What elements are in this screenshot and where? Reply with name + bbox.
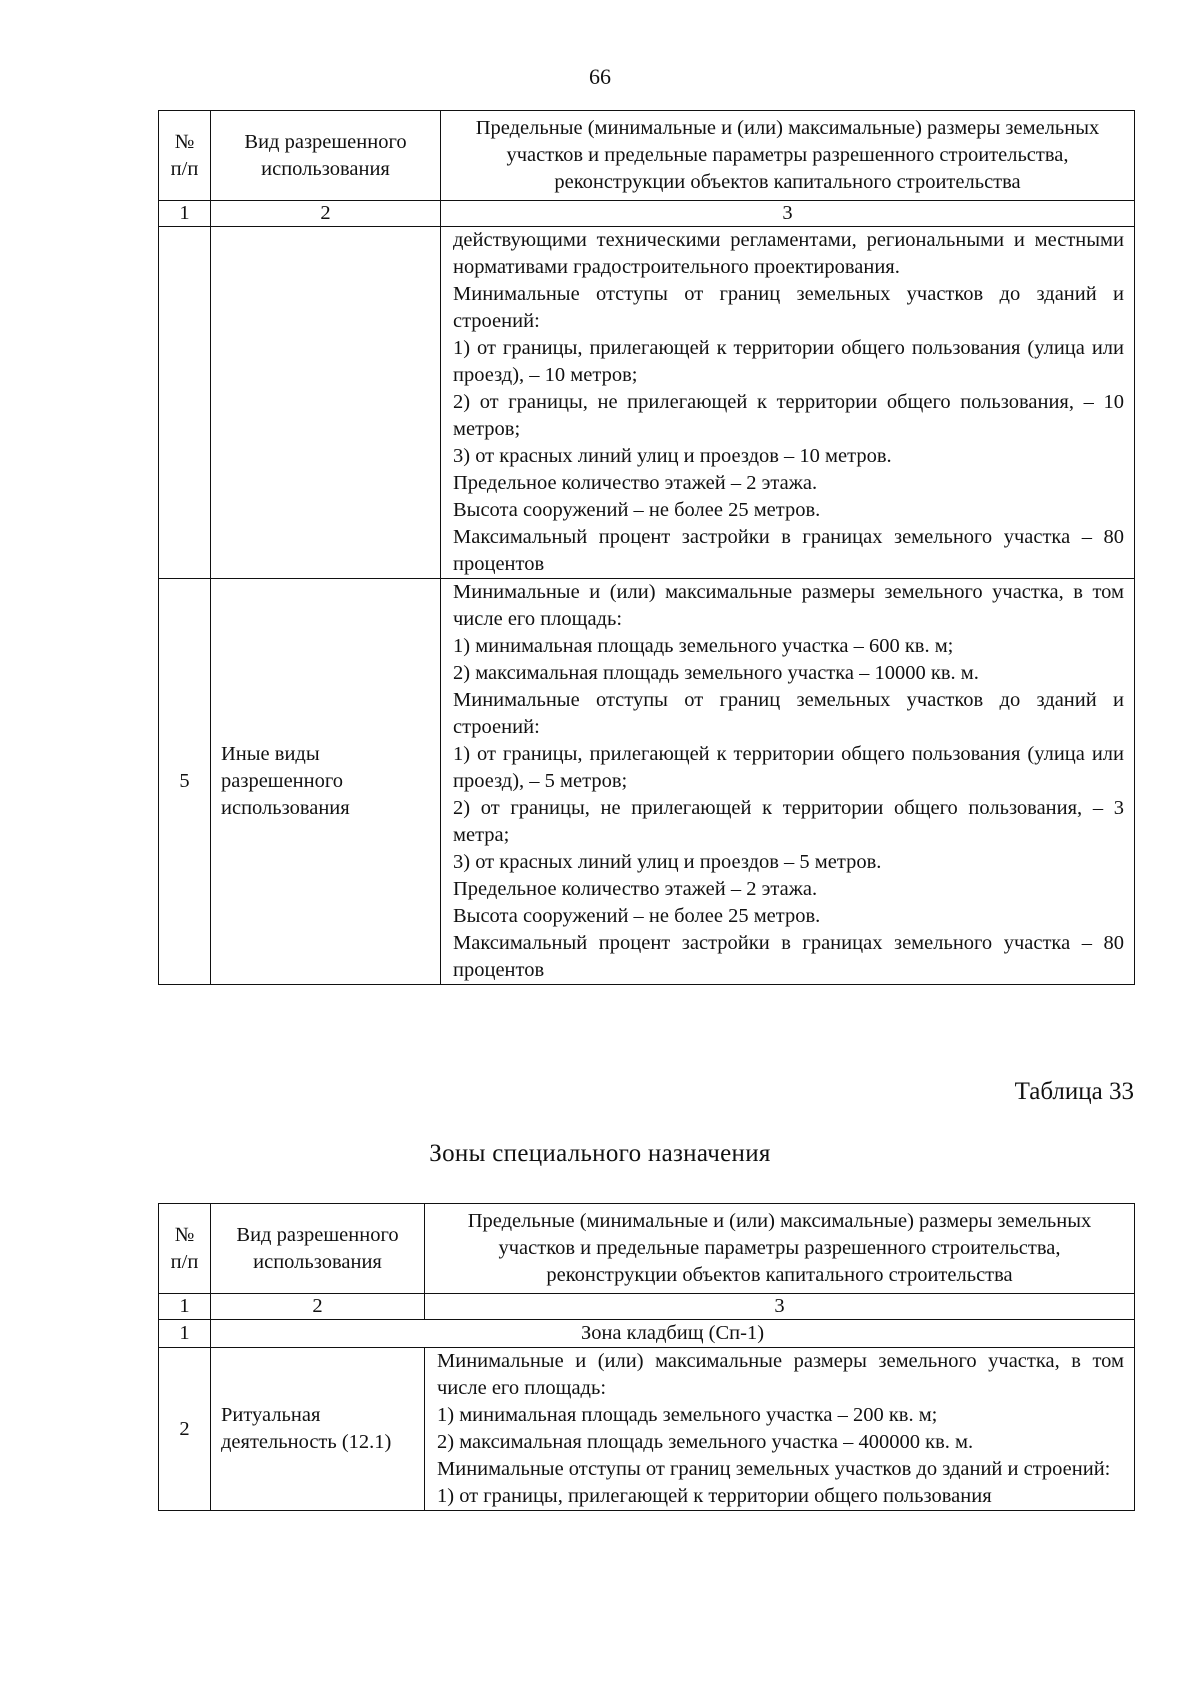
zone-row: [159, 1320, 1135, 1348]
table-row: [159, 1348, 1135, 1511]
header-parameters: Предельные (минимальные и (или) максимальные) размеры земельных участков и предельные параметры разрешенного строительства, реконструкции объектов капитального строительства: [425, 1204, 1135, 1294]
column-number: 2: [211, 1294, 425, 1320]
parameter-line: 2) максимальная площадь земельного участка – 400000 кв. м.: [437, 1431, 974, 1453]
parameter-line: 1) минимальная площадь земельного участка – 600 кв. м;: [453, 635, 954, 657]
parameter-line: Максимальный процент застройки в границах земельного участка – 80 процентов: [453, 932, 1124, 981]
zone-name: Зона кладбищ (Сп-1): [211, 1320, 1135, 1348]
row-parameters: [441, 227, 1135, 579]
row-parameters: [441, 579, 1135, 985]
parameter-line: Максимальный процент застройки в границах земельного участка – 80 процентов: [453, 526, 1124, 575]
column-numbering-row: [159, 201, 1135, 227]
column-number: 3: [441, 201, 1135, 227]
row-kind: [211, 227, 441, 579]
table-32: [158, 110, 1135, 985]
parameter-line: 1) от границы, прилегающей к территории общего пользования (улица или проезд), – 10 метров;: [453, 337, 1124, 386]
parameter-line: 2) максимальная площадь земельного участка – 10000 кв. м.: [453, 662, 979, 684]
parameter-line: 1) от границы, прилегающей к территории общего пользования (улица или проезд), – 5 метров;: [453, 743, 1124, 792]
parameter-line: Минимальные и (или) максимальные размеры земельного участка, в том числе его площадь:: [437, 1350, 1124, 1399]
table-label: Таблица 33: [1014, 1078, 1134, 1105]
header-kind: Вид разрешенного использования: [211, 1204, 425, 1294]
page-number: 66: [589, 64, 611, 89]
table-33: [158, 1203, 1135, 1511]
parameter-line: 1) минимальная площадь земельного участка – 200 кв. м;: [437, 1404, 938, 1426]
header-kind: Вид разрешенного использования: [211, 111, 441, 201]
header-number: № п/п: [159, 1204, 211, 1294]
row-kind: Ритуальная деятельность (12.1): [211, 1348, 425, 1511]
parameter-line: 1) от границы, прилегающей к территории общего пользования: [437, 1485, 992, 1507]
table-header-row: [159, 111, 1135, 201]
parameter-line: Предельное количество этажей – 2 этажа.: [453, 472, 818, 494]
row-kind: Иные виды разрешенного использования: [211, 579, 441, 985]
parameter-line: Минимальные отступы от границ земельных участков до зданий и строений:: [437, 1458, 1111, 1480]
column-number: 3: [425, 1294, 1135, 1320]
row-number: [159, 227, 211, 579]
parameter-line: Минимальные отступы от границ земельных участков до зданий и строений:: [453, 283, 1124, 332]
parameter-line: Высота сооружений – не более 25 метров.: [453, 905, 821, 927]
parameter-line: Высота сооружений – не более 25 метров.: [453, 499, 821, 521]
row-number: 5: [159, 579, 211, 985]
column-number: 2: [211, 201, 441, 227]
header-number: № п/п: [159, 111, 211, 201]
parameter-line: Предельное количество этажей – 2 этажа.: [453, 878, 818, 900]
column-numbering-row: [159, 1294, 1135, 1320]
section-title: Зоны специального назначения: [429, 1140, 771, 1167]
header-parameters: Предельные (минимальные и (или) максимальные) размеры земельных участков и предельные параметры разрешенного строительства, реконструкции объектов капитального строительства: [441, 111, 1135, 201]
parameter-line: 2) от границы, не прилегающей к территории общего пользования, – 10 метров;: [453, 391, 1124, 440]
parameter-line: действующими техническими регламентами, региональными и местными нормативами градостроительного проектирования.: [453, 229, 1124, 278]
table-header-row: [159, 1204, 1135, 1294]
column-number: 1: [159, 1294, 211, 1320]
parameter-line: Минимальные отступы от границ земельных участков до зданий и строений:: [453, 689, 1124, 738]
row-parameters: [425, 1348, 1135, 1511]
parameter-line: 3) от красных линий улиц и проездов – 10 метров.: [453, 445, 892, 467]
zone-number: 1: [159, 1320, 211, 1348]
column-number: 1: [159, 201, 211, 227]
table-row: [159, 579, 1135, 985]
parameter-line: 3) от красных линий улиц и проездов – 5 метров.: [453, 851, 882, 873]
table-row: [159, 227, 1135, 579]
row-number: 2: [159, 1348, 211, 1511]
parameter-line: 2) от границы, не прилегающей к территории общего пользования, – 3 метра;: [453, 797, 1124, 846]
parameter-line: Минимальные и (или) максимальные размеры земельного участка, в том числе его площадь:: [453, 581, 1124, 630]
